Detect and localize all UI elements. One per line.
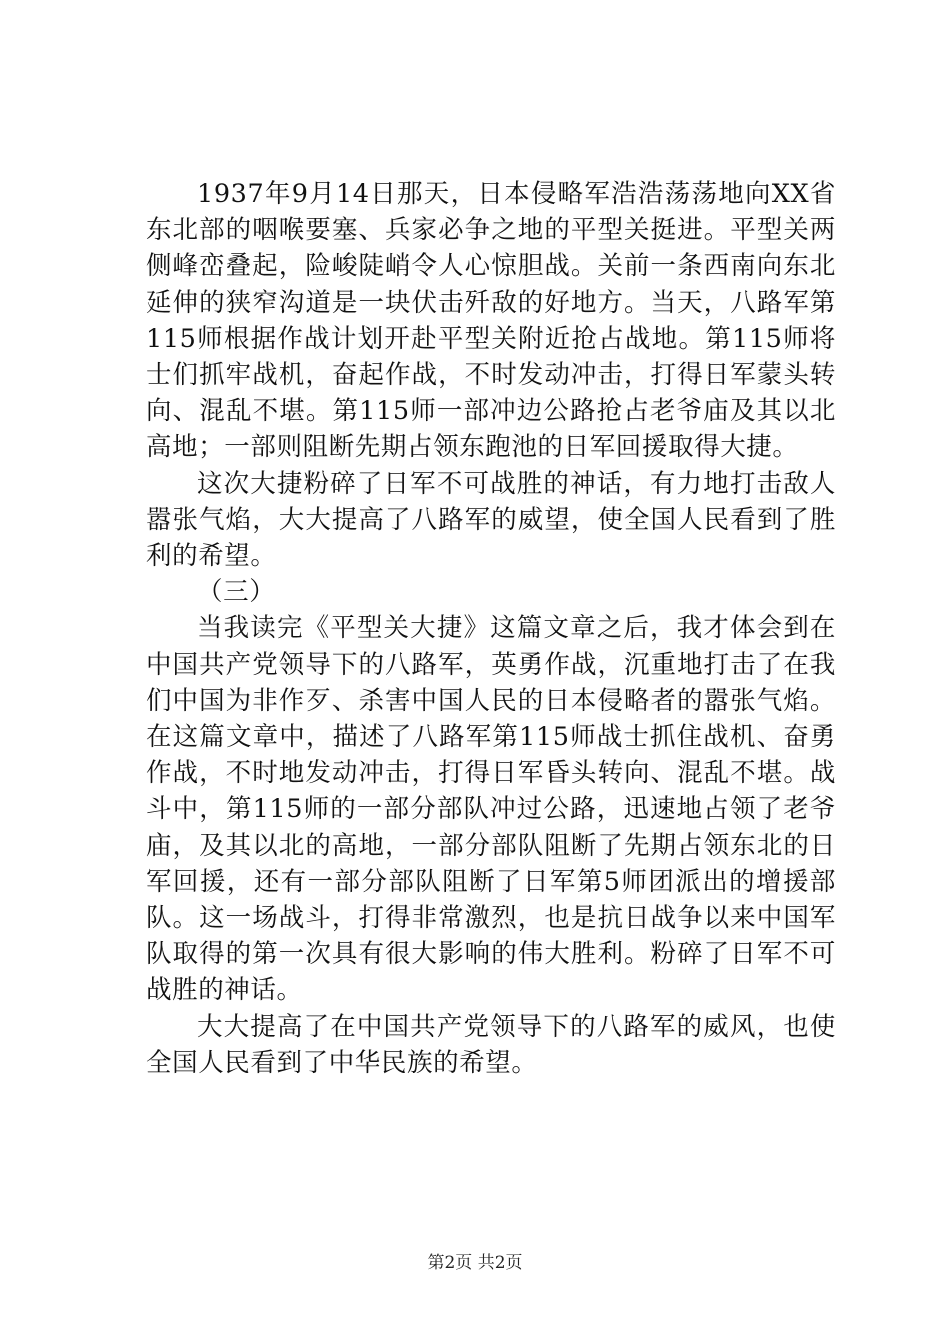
paragraph-battle-account: 1937年9月14日那天，日本侵略军浩浩荡荡地向XX省东北部的咽喉要塞、兵家必争之地的平型关挺进。平型关两侧峰峦叠起，险峻陡峭令人心惊胆战。关前一条西南向东北延伸的狭窄沟道是一块伏击歼敌的好地方。当天，八路军第115师根据作战计划开赴平型关附近抢占战地。第115师将士们抓牢战机，奋起作战，不时发动冲击，打得日军蒙头转向、混乱不堪。第115师一部冲边公路抢占老爷庙及其以北高地；一部则阻断先期占领东跑池的日军回援取得大捷。 <box>146 179 836 463</box>
page-number-label: 第2页 共2页 <box>427 1253 523 1273</box>
page-footer <box>0 1252 950 1274</box>
paragraph-conclusion: 大大提高了在中国共产党领导下的八路军的威风，也使全国人民看到了中华民族的希望。 <box>146 1011 836 1078</box>
document-body <box>146 176 836 1081</box>
paragraph-reading-reflection: 当我读完《平型关大捷》这篇文章之后，我才体会到在中国共产党领导下的八路军，英勇作战，沉重地打击了在我们中国为非作歹、杀害中国人民的日本侵略者的嚣张气焰。在这篇文章中，描述了八路军第115师战士抓住战机、奋勇作战，不时地发动冲击，打得日军昏头转向、混乱不堪。战斗中，第115师的一部分部队冲过公路，迅速地占领了老爷庙，及其以北的高地，一部分部队阻断了先期占领东北的日军回援，还有一部分部队阻断了日军第5师团派出的增援部队。这一场战斗，打得非常激烈，也是抗日战争以来中国军队取得的第一次具有很大影响的伟大胜利。粉碎了日军不可战胜的神话。 <box>146 613 836 1006</box>
paragraph-victory-significance: 这次大捷粉碎了日军不可战胜的神话，有力地打击敌人嚣张气焰，大大提高了八路军的威望，使全国人民看到了胜利的希望。 <box>146 468 836 572</box>
section-marker: （三） <box>197 577 276 608</box>
